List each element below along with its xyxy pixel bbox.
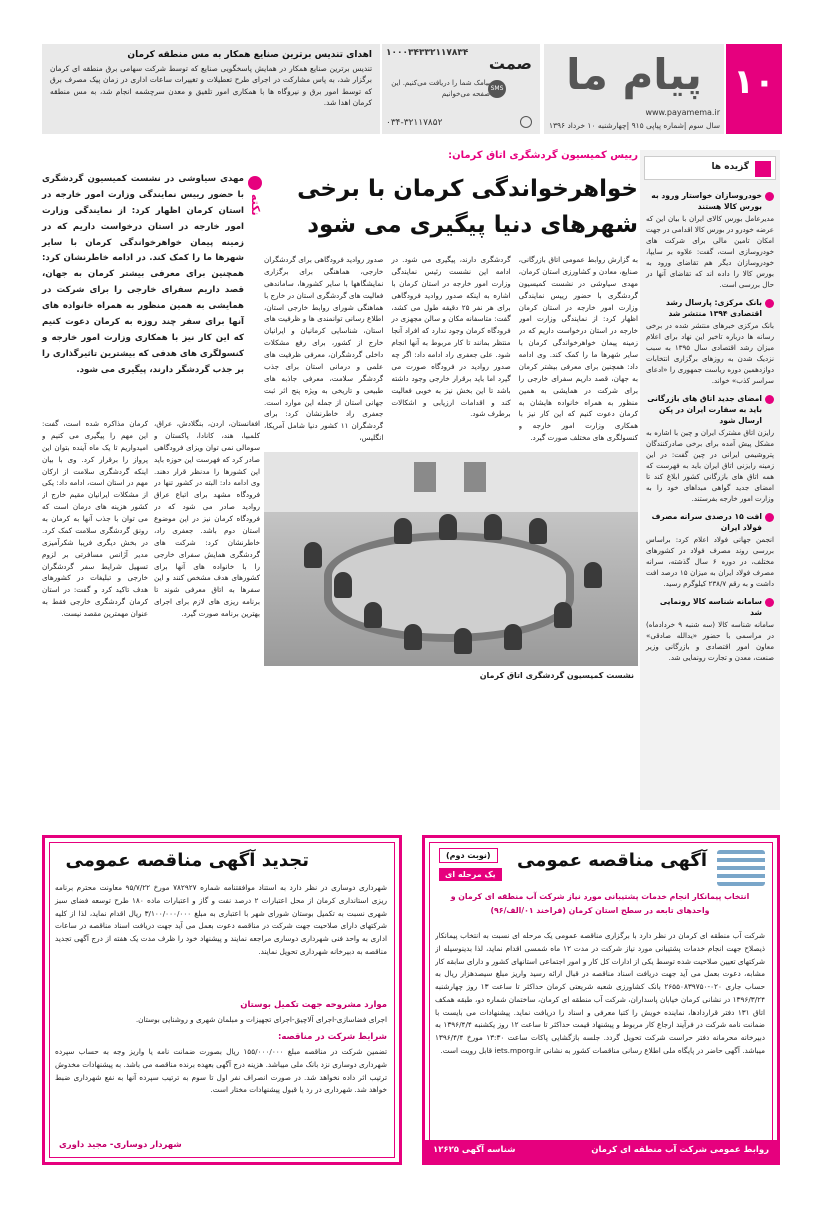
bullet-icon — [765, 513, 774, 522]
sidebar-item-title: سامانه شناسه کالا رونمایی شد — [659, 596, 762, 617]
phone-icon — [520, 116, 532, 128]
portrait-frame — [464, 462, 486, 492]
article-columns — [264, 254, 638, 450]
ad-subtitle: موارد مشروحه جهت تکمیل بوستان — [240, 1000, 387, 1010]
article-column: افغانستان، اردن، بنگلادش، عراق، کلمبیا، هند، کانادا، پاکستان و سومالی نمی توان ویزای فرودگاهی صادر کرد که فهرست این حوزه باید این کشورها را مدنظر قرار دهند. وی ادامه داد: البته در کشور تنها در فرودگاه مشهد برای اتباع عراق روادید صادر می شود که در فرودگاه کرمان نیز در این موضوع استان دوم باشد. جعفری راد، خاطرنشان کرد: شرکت های گردشگری همایش سفرای خارجی را با خانواده های آنها برای کشورهای هدف مشخص کنند و این سفرها به اتاق معرفی شوند تا برنامه ریزی های لازم برای اجرای بهترین برنامه صورت گیرد. — [154, 419, 260, 618]
conference-table — [324, 532, 574, 642]
page-number: ۱۰ — [726, 44, 782, 134]
person-figure — [454, 628, 472, 654]
person-figure — [394, 518, 412, 544]
sidebar-title: گزیده ها — [711, 162, 749, 172]
sidebar-items — [646, 190, 774, 670]
ad-turn-badge: (نوبت دوم) — [439, 848, 498, 863]
sidebar-item-title: خودروسازان خواستار ورود به بورس کالا هستند — [651, 191, 762, 211]
article-headline: خواهرخواندگی کرمان با برخی شهرهای دنیا پیگیری می شود — [297, 176, 638, 238]
note-text: مهدی سیاوشی در نشست کمیسیون گردشگری با حضور رییس نمایندگی وزارت امور خارجه در استان کرمان اظهار کرد: از نمایندگی وزارت امور خارجه در استان درخواست داریم که در زمینه پیمان خواهرخواندگی کرمان با سایر شهرها ما را کمک کند. در ادامه خاطرنشان کرد: همچنین برای معرفی بیشتر کرمان به جهان، قصد داریم سفرای خارجی را برای شرکت در همایشی به همین منظور به همراه خانواده های آنها برای سفر چند روزه به کرمان دعوت کنیم که این کار نیز با همکاری وزارت امور خارجه و کنسولگری های هدفی که بیشترین تاثیرگذاری را بر جذب گردشگر دارند، پیگیری می شود. — [41, 174, 244, 375]
ad-items: اجرای فضاسازی-اجرای آلاچیق-اجرای تجهیزات و مبلمان شهری و روشنایی بوستان. — [135, 1015, 387, 1024]
bullet-icon — [765, 598, 774, 607]
news-sidebar — [640, 150, 780, 810]
main-article — [264, 150, 638, 820]
ad-signature: شهردار دوساری- مجید داوری — [59, 1140, 182, 1150]
top-news-body: تندیس برترین صنایع همکار در همایش پاسخگویی صنایع که توسط شرکت سهامی برق منطقه ای کرمان برگزار شد، به پاس مشارکت در اجرای طرح تعطیلات و تغییرات ساعات اداری در زمان پیک مصرف برق که توسط امور برق و نیروگاه ها با همکاری امور تلفیق و معدن سرچشمه انجام شد، به مس منطقه کرمان اهدا شد. — [50, 64, 372, 108]
ad-body: شرکت آب منطقه ای کرمان در نظر دارد با برگزاری مناقصه عمومی یک مرحله ای نسبت به انتخاب پیمانکار ذیصلاح جهت انجام خدمات پشتیبانی مورد نیاز شرکت در مدت ۱۲ ماه شمسی اقدام نماید، لذا بدینوسیله از شرکتهای تعیین صلاحیت شده توسط یکی از ادارات کل کار و امور اجتماعی استانهای کشور و دارای سابقه کار مشابه، دعوت بعمل می آید جهت دریافت اسناد مناقصه در قبال ارائه رسید واریز مبلغ سیصدهزار ریال به حساب جاری ۰۲۰-۲۶۵۵۰۸۳۹۷۵۰ بانک کشاورزی شعبه شریعتی کرمان حداکثر تا ساعت ۱۳ روز چهارشنبه ۱۳۹۶/۳/۲۴ در نشانی کرمان خیابان پاسداران، شرکت آب منطقه ای کرمان، ساختمان شماره دو، طبقه همکف اتاق ۱۳۱ دفتر قراردادها، نماینده خویش را کتبا معرفی و اسناد را دریافت نماید. پیشنهادات می بایست با ضمانت نامه شرکت در فرآیند ارجاع کار مربوط و پیشنهاد قیمت حداکثر تا ساعت ۱۲ روز یکشنبه ۱۳۹۶/۴/۴ به دبیرخانه محرمانه دفتر حراست شرکت تحویل گردد. جلسه بازگشایی پاکات ساعت ۱۳:۳۰ مورخ ۱۳۹۶/۴/۴ میباشد. آگهی حاضر در پایگاه ملی اطلاع رسانی مناقصات کشور به نشانی iets.mporg.ir قابل رویت است. — [435, 931, 765, 1055]
bullet-icon — [765, 299, 774, 308]
ad-body: شهرداری دوساری در نظر دارد به استناد موافقتنامه شماره ۷۸۲۹۲۷ مورخ ۹۵/۷/۲۲ معاونت محترم برنامه ریزی استانداری کرمان از محل اعتبارات ۲ درصد نفت و گاز و اعتبارات ماده ۱۸۰ طرح توسعه فضای سبز شهری نسبت به تکمیل بوستان شورای شهر با اعتباری به مبلغ ۳/۱۰۰/۰۰۰/۰۰۰ ریال اقدام نماید، لذا از کلیه شرکتهای دارای صلاحیت جهت شرکت در مناقصه دعوت بعمل می آید جهت دریافت اسناد مناقصه در ساعات اداری به واحد فنی شهرداری دوساری مراجعه نمایند و پیشنهاد خود را ظرف مدت یک هفته از درج آگهی تجدید مناقصه به دبیرخانه شهرداری تحویل نمایند. — [55, 883, 387, 956]
ad-title: آگهی مناقصه عمومی — [517, 850, 707, 871]
person-figure — [554, 602, 572, 628]
photo-wall — [264, 452, 638, 512]
tender-ad-water — [422, 835, 780, 1165]
sms-label: پیامک شما را دریافت می‌کنیم. این صفحه می‌خوانیم — [391, 79, 490, 98]
person-figure — [529, 518, 547, 544]
ad-conditions: تضمین شرکت در مناقصه مبلغ ۱۵۵/۰۰۰/۰۰۰ ریال بصورت ضمانت نامه یا واریز وجه به حساب سپرده شهرداری دوساری نزد بانک ملی میباشد. هزینه درج آگهی بعهده برنده مناقصه می باشد. به پیشنهادات مخدوش ترتیب اثر داده نخواهد شد. در صورت انصراف نفر اول تا سوم به ترتیب سپرده آنها به نفع شهرداری ضبط خواهد شد. شهرداری در رد یا قبول پیشنهادات مختار است. — [55, 1047, 387, 1095]
article-kicker: رییس کمیسیون گردشگری اتاق کرمان: — [448, 150, 638, 161]
person-figure — [584, 562, 602, 588]
person-figure — [439, 514, 457, 540]
portrait-frame — [414, 462, 436, 492]
bullet-icon — [765, 395, 774, 404]
ad-title: تجدید آگهی مناقصه عمومی — [65, 850, 309, 871]
person-figure — [504, 624, 522, 650]
masthead — [42, 44, 782, 134]
issue-meta: سال سوم‌ |شماره پیاپی ۹۱۵ |چهارشنبه ۱۰ خرداد ۱۳۹۶ — [548, 121, 720, 130]
logo-block — [544, 44, 724, 134]
sidebar-item — [646, 393, 774, 505]
contact-block — [382, 44, 542, 134]
sidebar-item-title: بانک مرکزی: پارسال رشد اقتصادی ۱۳۹۴ منتشر شد — [665, 297, 762, 318]
sidebar-item-body: بانک مرکزی خبرهای منتشر شده در برخی رسانه ها درباره تاخیر این نهاد برای اعلام میزان رشد اقتصادی سال ۱۳۹۵ به سبب نزدیک شدن به روزهای برگزاری انتخابات دوازدهمین دوره ریاست جمهوری را «ادعای سراسر کذب» خواند. — [646, 320, 774, 385]
article-column: به گزارش روابط عمومی اتاق بازرگانی، صنایع، معادن و کشاورزی استان کرمان، مهدی سیاوشی در نشست کمیسیون گردشگری با حضور رییس نمایندگی وزارت امور خارجه در استان کرمان اظهار کرد: از نمایندگی وزارت امور خارجه در استان درخواست داریم که در زمینه پیمان خواهرخواندگی کرمان با سایر شهرها ما را کمک کند. وی ادامه داد: همچنین برای معرفی بیشتر کرمان به جهان، قصد داریم سفرای خارجی را برای شرکت در همایشی به همین منظور به همراه خانواده هایشان به کرمان دعوت کنیم که این کار نیز با همکاری وزارت امور خارجه و کنسولگری های مختلف صورت گیرد. — [518, 255, 638, 443]
sidebar-item — [646, 596, 774, 664]
ad-id: شناسه آگهی ۱۲۶۲۵ — [433, 1145, 516, 1155]
sidebar-item — [646, 297, 774, 387]
sidebar-item — [646, 511, 774, 590]
sidebar-header — [644, 156, 776, 180]
sms-icon: SMS — [488, 80, 506, 98]
website-link[interactable]: www.payamema.ir — [645, 108, 720, 117]
ad-conditions-title: شرایط شرکت در مناقصه: — [278, 1032, 387, 1042]
person-figure — [304, 542, 322, 568]
meeting-photo — [264, 452, 638, 666]
ad-stage-badge: یک مرحله ای — [439, 868, 502, 881]
square-icon — [755, 161, 771, 177]
sidebar-item-title: امضای جدید اتاق های بازرگانی باید به سفارت ایران در پکن ارسال شود — [647, 393, 762, 425]
sms-number: ۱۰۰۰۳۴۳۳۲۱۱۷۸۳۴ — [386, 48, 469, 58]
photo-caption: نشست کمیسیون گردشگری اتاق کرمان — [479, 671, 634, 680]
sidebar-item-body: مدیرعامل بورس کالای ایران با بیان این که عرضه خودرو در بورس کالا اقدامی در جهت امکان تامین مالی برای شرکت های خودروسازی است، گفت: علاوه بر سایپا، خودروسازان دیگر هم تقاضای ورود به بورس کالا را داده اند که تقاضای آنها در حال بررسی است. — [646, 214, 774, 289]
bullet-icon — [765, 192, 774, 201]
person-figure — [334, 572, 352, 598]
ad-footer — [425, 1140, 777, 1162]
person-figure — [484, 514, 502, 540]
water-logo-icon — [717, 850, 765, 886]
article-column: صدور روادید فرودگاهی برای گردشگران خارجی، هماهنگی برای برگزاری نمایشگاهها با سایر کشورها، ساماندهی فعالیت های گردشگری استان در خارج با هماهنگی شورای روابط خارجی استان، اطلاع رسانی توانمندی ها و ظرفیت های استان، شناسایی کرمانیان و ایرانیان خارج از کشور، برای رفع مشکلات داخلی گردشگران، معرفی ظرفیت های علمی و درمانی استان برای جذب گردشگر سلامت، معرفی جاذبه های طبیعی و تاریخی به ویژه پنج اثر ثبت جهانی استان از جمله این موارد است. جعفری راد خاطرنشان کرد: برای گردشگران ۱۱ کشور دنیا شامل آمریکا، انگلیس، — [264, 255, 384, 443]
note-bullet-icon — [248, 176, 262, 190]
sidebar-item-body: سامانه شناسه کالا (سه شنبه ۹ خردادماه) در مراسمی با حضور «یدالله صادقی» معاون امور اقتصادی و بازرگانی وزیر صنعت، معدن و تجارت رونمایی شد. — [646, 619, 774, 662]
ad-subtitle: انتخاب پیمانکار انجام خدمات پشتیبانی مورد نیاز شرکت آب منطقه ای کرمان و واحدهای تابعه در سطح استان کرمان (فراخند ۰۱/الف/۹۶) — [450, 892, 750, 915]
note-box — [42, 166, 260, 412]
section-name: صمت — [488, 54, 532, 73]
sidebar-item-body: انجمن جهانی فولاد اعلام کرد: براساس بررسی روند مصرف فولاد در کشورهای مختلف، در دوره ۶ سال گذشته، سرانه مصرف فولاد ایران به میزان ۱۵ درصد افت داشت و به رقم ۲۳۸/۷ کیلوگرم رسید. — [646, 534, 775, 588]
sidebar-item — [646, 190, 774, 291]
sidebar-item-title: افت ۱۵ درصدی سرانه مصرف فولاد ایران — [651, 511, 762, 532]
newspaper-logo: پیام ما — [566, 50, 702, 99]
article-column: گردشگری دارند، پیگیری می شود. در ادامه این نشست رئیس نمایندگی وزارت امور خارجه در استان کرمان با اشاره به اینکه صدور روادید فرودگاهی برای هر نفر ۲۵ دقیقه طول می کشد، گفت: متاسفانه مکان و سالن مجهزی در فرودگاه کرمان وجود ندارد که افراد آنجا منتظر بمانند تا کار مربوط به آنها انجام شود. علی جعفری راد ادامه داد: اگر چه صدور روادید در فرودگاه صورت می گیرد اما باید برقرار خارجی وجود داشته باشد تا این بخش نیز به خوبی فعالیت کند و اقدامات ارزیابی و اشکالات برطرف شود. — [391, 255, 511, 419]
note-tag: نکته — [249, 194, 262, 216]
article-continuation — [42, 418, 260, 820]
person-figure — [404, 624, 422, 650]
article-column: کرمان مذاکره شده است، گفت: این مهم را پیگیری می کنیم و امیدواریم تا یک ماه آینده بتوان این پرواز را برقرار کرد. وی با بیان اینکه گردشگری سلامت از ارکان مهم در استان است، ادامه داد: یکی از مشکلات ایرانیان مقیم خارج از کشور هزینه های درمان است که می توان با جذب آنها به کرمان به رونق گردشگری سلامت کمک کرد. در بخش دیگری فریبا شکرآمیزی مدیر آژانس مسافرتی بر لزوم تسهیل شرایط سفر گردشگران خارجی و تبلیغات در کشورهای هدف تاکید کرد و گفت: در استان کرمان گردشگری خارجی فقط به عنوان مهمترین مقصد نیست. — [42, 419, 148, 618]
sidebar-item-body: رایزن اتاق مشترک ایران و چین با اشاره به مشکل پیش آمده برای برخی صادرکنندگان پتروشیمی ایرانی در چین گفت: در این زمینه رایزنی اتاق ایران باید به فهرست که همه اتاق های بازرگانی کشور ابلاغ کند تا امضای جدید گواهی مبداهای خود را به وزارت امور خارجه بفرستند. — [646, 427, 774, 503]
tender-ad-municipality — [42, 835, 402, 1165]
top-news-title: اهدای تندیس برترین صنایع همکار به مس منطقه کرمان — [127, 50, 372, 60]
person-figure — [364, 602, 382, 628]
top-news — [42, 44, 380, 134]
ad-publisher: روابط عمومی شرکت آب منطقه ای کرمان — [591, 1145, 769, 1155]
phone-number: ۰۳۴-۳۲۱۱۷۸۵۲ — [386, 118, 443, 128]
